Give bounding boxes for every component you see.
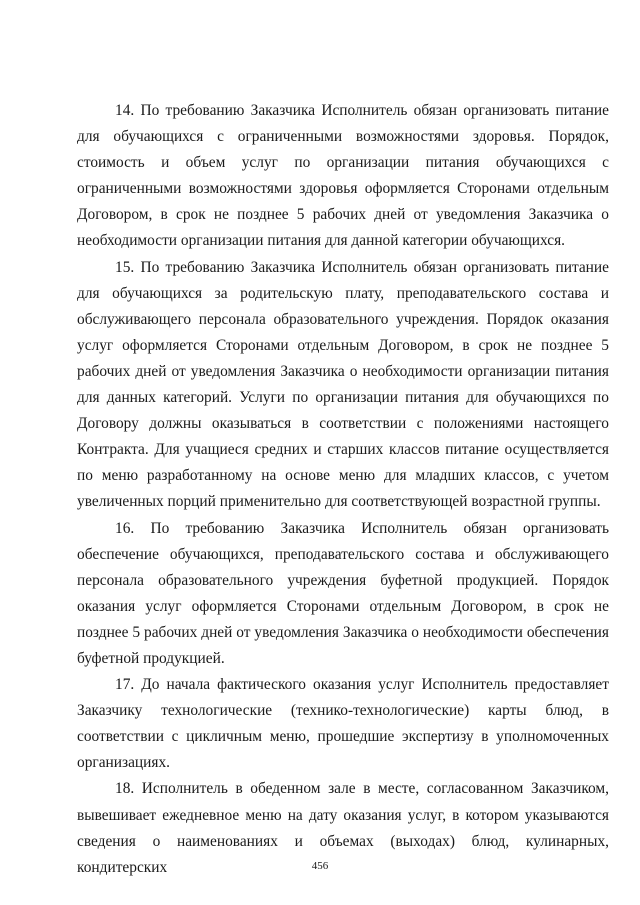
paragraph-15: 15. По требованию Заказчика Исполнитель обязан организовать питание для обучающихся за родительскую плату, преподавательского состава и обслуживающего персонала образовательного учреждения. Порядок оказания услуг оформляется Сторонами отдельным Договором, в срок не позднее 5 рабочих дней от уведомления Заказчика о необходимости организации питания для данных категорий. Услуги по организации питания для обучающихся по Договору должны оказываться в соответствии с положениями настоящего Контракта. Для учащиеся средних и старших классов питание осуществляется по меню разработанному на основе меню для младших классов, с учетом увеличенных порций применительно для соответствующей возрастной группы. [77, 258, 609, 511]
paragraph-18: 18. Исполнитель в обеденном зале в месте, согласованном Заказчиком, вывешивает ежедневное меню на дату оказания услуг, в котором указываются сведения о наименованиях и объемах (выходах) блюд, кулинарных, кондитерских [77, 780, 609, 876]
paragraph-14: 14. По требованию Заказчика Исполнитель обязан организовать питание для обучающихся с ограниченными возможностями здоровья. Порядок, стоимость и объем услуг по организации питания обучающихся с ограниченными возможностями здоровья оформляется Сторонами отдельным Договором, в срок не позднее 5 рабочих дней от уведомления Заказчика о необходимости организации питания для данной категории обучающихся. [77, 102, 609, 250]
paragraph-16: 16. По требованию Заказчика Исполнитель обязан организовать обеспечение обучающихся, преподавательского состава и обслуживающего персонала образовательного учреждения буфетной продукцией. Порядок оказания услуг оформляется Сторонами отдельным Договором, в срок не позднее 5 рабочих дней от уведомления Заказчика о необходимости обеспечения буфетной продукцией. [77, 519, 609, 667]
paragraph-17: 17. До начала фактического оказания услуг Исполнитель предоставляет Заказчику технологические (технико-технологические) карты блюд, в соответствии с цикличным меню, прошедшие экспертизу в уполномоченных организациях. [77, 676, 609, 772]
document-body [77, 98, 609, 881]
page-number: 456 [311, 860, 329, 872]
